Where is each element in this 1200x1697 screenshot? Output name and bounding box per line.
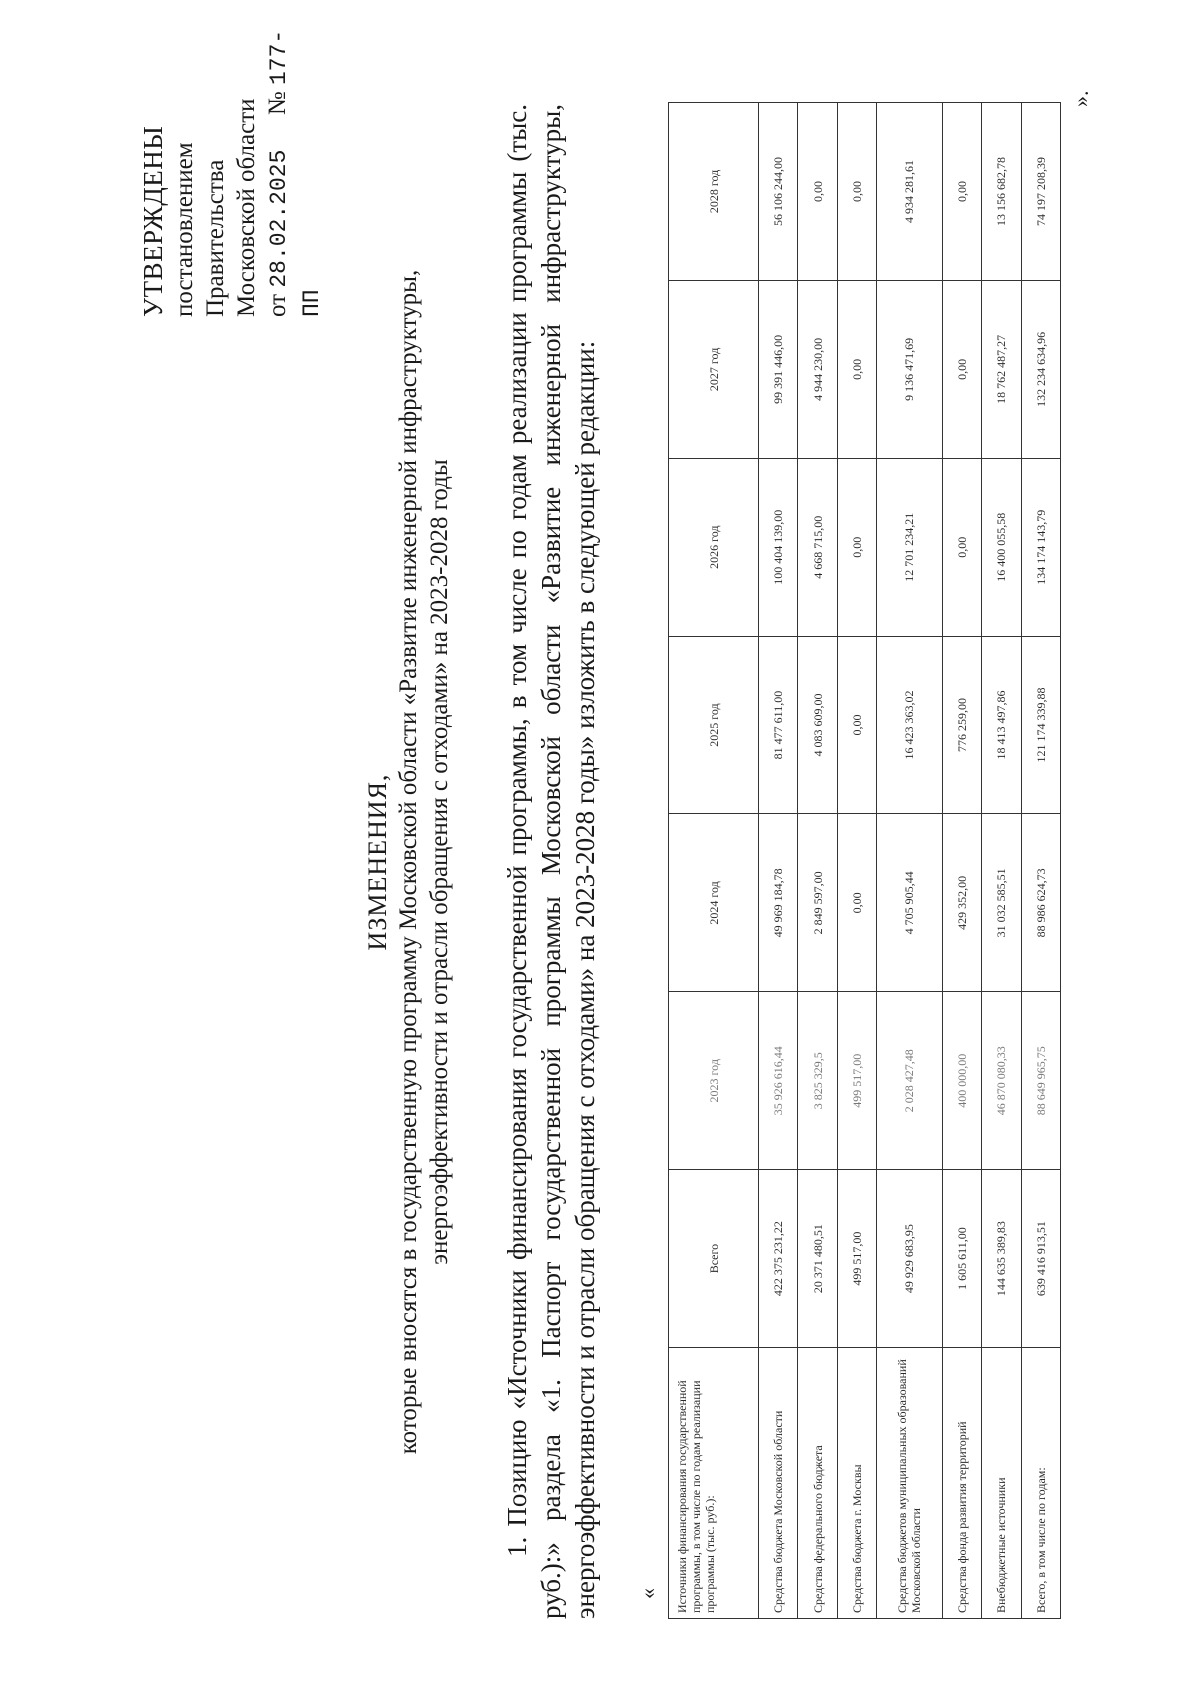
amendment-paragraph [500, 104, 602, 1619]
table-cell: 429 352,00 [942, 814, 981, 992]
table-cell: 4 083 609,00 [798, 636, 837, 814]
table-cell: 12 701 234,21 [877, 458, 943, 636]
table-cell: 35 926 616,44 [759, 992, 798, 1170]
table-cell: 4 705 905,44 [877, 814, 943, 992]
table-cell: 422 375 231,22 [759, 1170, 798, 1348]
header-label: Источники финансирования государственной программы, в том числе по годам реализации программы (тыс. руб.): [669, 1348, 759, 1619]
table-cell: 74 197 208,39 [1021, 103, 1060, 281]
table-cell: 16 423 363,02 [877, 636, 943, 814]
table-cell: 18 762 487,27 [982, 280, 1021, 458]
table-cell: 88 649 965,75 [1021, 992, 1060, 1170]
table-cell: 56 106 244,00 [759, 103, 798, 281]
table-cell: 100 404 139,00 [759, 458, 798, 636]
table-cell: 132 234 634,96 [1021, 280, 1060, 458]
approval-number: 177-ПП [266, 29, 325, 317]
table-cell: 0,00 [837, 814, 876, 992]
header-col-2028: 2028 год [669, 103, 759, 281]
table-cell: 0,00 [837, 636, 876, 814]
table-cell: 4 934 281,61 [877, 103, 943, 281]
document-title [362, 107, 455, 1617]
table-cell: 0,00 [837, 458, 876, 636]
table-cell: 2 028 427,48 [877, 992, 943, 1170]
row-label: Всего, в том числе по годам: [1021, 1348, 1060, 1619]
table-cell: 16 400 055,58 [982, 458, 1021, 636]
table-cell: 2 849 597,00 [798, 814, 837, 992]
header-col-2024: 2024 год [669, 814, 759, 992]
table-cell: 0,00 [837, 103, 876, 281]
title-line-1: которые вносятся в государственную программу Московской области «Развитие инженерной инфраструктуры, [395, 269, 422, 1455]
table-total-row [1021, 103, 1060, 1619]
table-cell: 144 635 389,83 [982, 1170, 1021, 1348]
table-row [982, 103, 1021, 1619]
table-cell: 400 000,00 [942, 992, 981, 1170]
table-cell: 3 825 329,5 [798, 992, 837, 1170]
table-cell: 499 517,00 [837, 1170, 876, 1348]
table-cell: 31 032 585,51 [982, 814, 1021, 992]
header-col-2027: 2027 год [669, 280, 759, 458]
header-col-total: Всего [669, 1170, 759, 1348]
title-main: ИЗМЕНЕНИЯ, [363, 773, 392, 951]
approval-line-1: постановлением Правительства [171, 142, 229, 317]
approval-date: 28.02.2025 [266, 149, 292, 288]
table-row [942, 103, 981, 1619]
header-col-2023: 2023 год [669, 992, 759, 1170]
table-cell: 134 174 143,79 [1021, 458, 1060, 636]
table-cell: 18 413 497,86 [982, 636, 1021, 814]
table-header-row [669, 103, 759, 1619]
approval-line-2: Московской области [233, 98, 260, 317]
approval-stamp [138, 17, 328, 317]
table-cell: 13 156 682,78 [982, 103, 1021, 281]
table-cell: 0,00 [942, 280, 981, 458]
table-row [837, 103, 876, 1619]
close-quote: ». [1068, 90, 1093, 107]
row-label: Средства фонда развития территорий [942, 1348, 981, 1619]
row-label: Средства бюджета г. Москвы [837, 1348, 876, 1619]
paragraph-text: 1. Позицию «Источники финансирования государственной программы, в том числе по годам реализации программы (тыс. руб.):» раздела «1. Паспорт государственной программы Московской области «Развитие инженерной инфраструктуры, энергоэффективности и отрасли обращения с отходами» на 2023-2028 годы» изложить в следующей редакции: [502, 104, 600, 1619]
approval-date-line [262, 17, 328, 317]
title-line-2: энергоэффективности и отрасли обращения с отходами» на 2023-2028 годы [426, 459, 453, 1265]
table-cell: 46 870 080,33 [982, 992, 1021, 1170]
table-cell: 20 371 480,51 [798, 1170, 837, 1348]
row-label: Средства бюджета Московской области [759, 1348, 798, 1619]
header-col-2026: 2026 год [669, 458, 759, 636]
table-cell: 121 174 339,88 [1021, 636, 1060, 814]
table-cell: 4 668 715,00 [798, 458, 837, 636]
table-cell: 1 605 611,00 [942, 1170, 981, 1348]
table-cell: 0,00 [798, 103, 837, 281]
row-label: Внебюджетные источники [982, 1348, 1021, 1619]
table-cell: 0,00 [942, 103, 981, 281]
table-cell: 49 929 683,95 [877, 1170, 943, 1348]
table-cell: 639 416 913,51 [1021, 1170, 1060, 1348]
table-row [798, 103, 837, 1619]
table-row [759, 103, 798, 1619]
row-label: Средства федерального бюджета [798, 1348, 837, 1619]
table-cell: 81 477 611,00 [759, 636, 798, 814]
table-cell: 99 391 446,00 [759, 280, 798, 458]
table-row [877, 103, 943, 1619]
approval-date-prefix: от [264, 293, 291, 317]
table-cell: 49 969 184,78 [759, 814, 798, 992]
financing-table [668, 102, 1061, 1619]
approval-heading: УТВЕРЖДЕНЫ [138, 125, 168, 317]
table-cell: 88 986 624,73 [1021, 814, 1060, 992]
open-quote: « [635, 1588, 660, 1599]
row-label: Средства бюджетов муниципальных образований Московской области [877, 1348, 943, 1619]
table-cell: 0,00 [837, 280, 876, 458]
header-col-2025: 2025 год [669, 636, 759, 814]
table-cell: 9 136 471,69 [877, 280, 943, 458]
table-cell: 776 259,00 [942, 636, 981, 814]
approval-number-sign: № [264, 91, 291, 116]
table-cell: 499 517,00 [837, 992, 876, 1170]
table-cell: 0,00 [942, 458, 981, 636]
table-cell: 4 944 230,00 [798, 280, 837, 458]
